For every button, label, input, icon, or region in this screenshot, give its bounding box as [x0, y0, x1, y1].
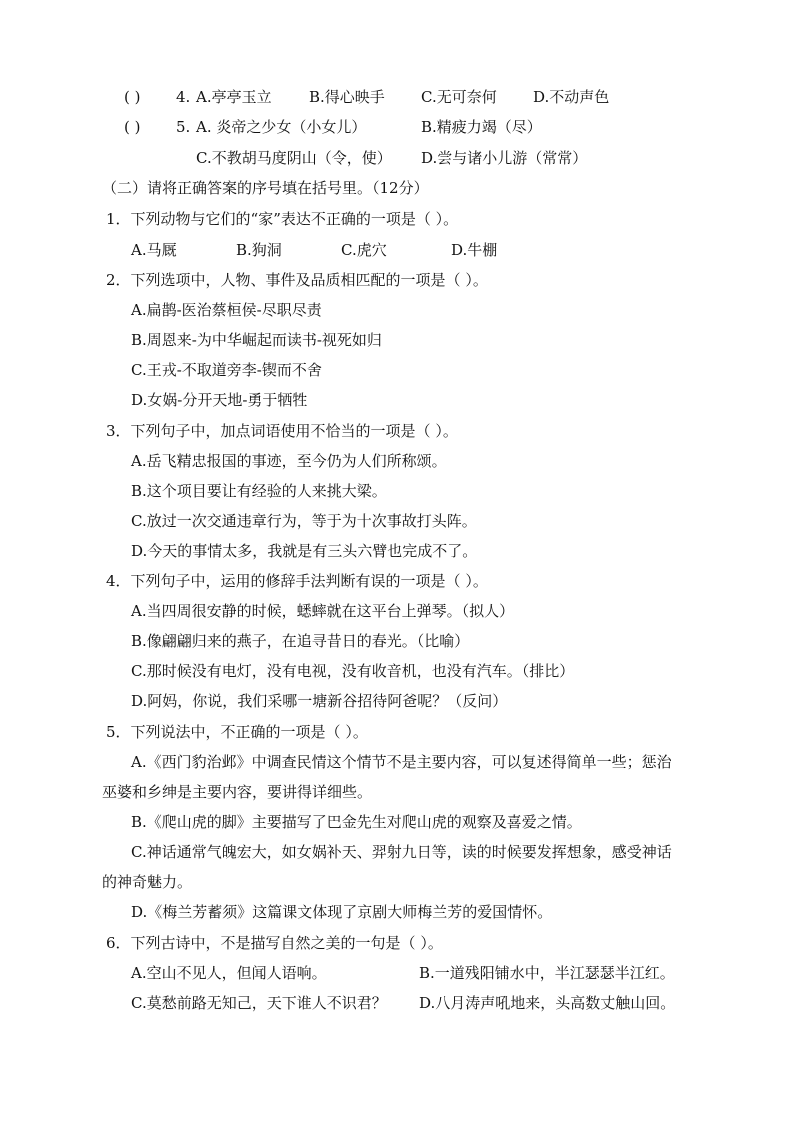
option-a-continued: 巫婆和乡绅是主要内容，要讲得详细些。: [102, 783, 373, 801]
option-d: D.不动声色: [533, 88, 610, 106]
option-d: D.尝与诸小儿游（常常）: [421, 149, 588, 167]
option-c: C.不教胡马度阴山（令，使）: [196, 149, 392, 167]
option-a: A. 炎帝之少女（小女儿）: [196, 118, 367, 136]
option-b: B.这个项目要让有经验的人来挑大梁。: [131, 482, 387, 500]
section-title: （二）请将正确答案的序号填在括号里。（12分）: [102, 179, 429, 197]
question-stem: 5．下列说法中，不正确的一项是（ ）。: [106, 723, 368, 741]
option-c: C.放过一次交通违章行为，等于为十次事故打头阵。: [131, 512, 477, 530]
option-c: C.无可奈何: [421, 88, 497, 106]
answer-blank: ( ): [124, 88, 141, 106]
option-a: A.岳飞精忠报国的事迹，至今仍为人们所称颂。: [131, 452, 447, 470]
option-b: B.像翩翩归来的燕子，在追寻昔日的春光。（比喻）: [131, 632, 470, 650]
option-c: C.莫愁前路无知己，天下谁人不识君？: [131, 994, 387, 1012]
item-number: 5.: [176, 118, 191, 136]
option-a: A.扁鹊-医治蔡桓侯-尽职尽责: [131, 301, 322, 319]
option-d: D.牛棚: [451, 241, 498, 259]
option-d: D.《梅兰芳蓄须》这篇课文体现了京剧大师梅兰芳的爱国情怀。: [131, 903, 553, 921]
question-stem: 4．下列句子中，运用的修辞手法判断有误的一项是（ ）。: [106, 572, 488, 590]
question-stem: 1．下列动物与它们的“家”表达不正确的一项是（ ）。: [106, 210, 459, 228]
option-a: A.马厩: [131, 241, 177, 259]
option-b: B.狗洞: [236, 241, 282, 259]
option-d: D.八月涛声吼地来，头高数丈触山回。: [419, 994, 676, 1012]
option-c: C.那时候没有电灯，没有电视，没有收音机，也没有汽车。（排比）: [131, 662, 575, 680]
option-b: B.周恩来-为中华崛起而读书-视死如归: [131, 331, 382, 349]
option-a: A.当四周很安静的时候，蟋蟀就在这平台上弹琴。（拟人）: [131, 602, 515, 620]
option-d: D.今天的事情太多，我就是有三头六臂也完成不了。: [131, 542, 478, 560]
option-b: B.精疲力竭（尽）: [421, 118, 542, 136]
option-c: C.虎穴: [341, 241, 387, 259]
question-stem: 2．下列选项中，人物、事件及品质相匹配的一项是（ ）。: [106, 271, 488, 289]
option-a: A.空山不见人，但闻人语响。: [131, 964, 327, 982]
option-b: B.一道残阳铺水中，半江瑟瑟半江红。: [419, 964, 675, 982]
option-b: B.得心映手: [309, 88, 385, 106]
option-c-continued: 的神奇魅力。: [102, 873, 193, 891]
question-stem: 3．下列句子中，加点词语使用不恰当的一项是（ ）。: [106, 422, 458, 440]
answer-blank: ( ): [124, 118, 141, 136]
option-c: C.神话通常气魄宏大，如女娲补天、羿射九日等，读的时候要发挥想象，感受神话: [131, 843, 672, 861]
option-a: A.亭亭玉立: [196, 88, 272, 106]
option-a: A.《西门豹治邺》中调查民情这个情节不是主要内容，可以复述得简单一些；惩治: [131, 753, 672, 771]
option-b: B.《爬山虎的脚》主要描写了巴金先生对爬山虎的观察及喜爱之情。: [131, 813, 582, 831]
option-c: C.王戎-不取道旁李-锲而不舍: [131, 361, 322, 379]
item-number: 4.: [176, 88, 191, 106]
option-d: D.阿妈，你说，我们采哪一塘新谷招待阿爸呢？（反问）: [131, 692, 508, 710]
question-stem: 6．下列古诗中，不是描写自然之美的一句是（ ）。: [106, 934, 443, 952]
option-d: D.女娲-分开天地-勇于牺牲: [131, 391, 308, 409]
